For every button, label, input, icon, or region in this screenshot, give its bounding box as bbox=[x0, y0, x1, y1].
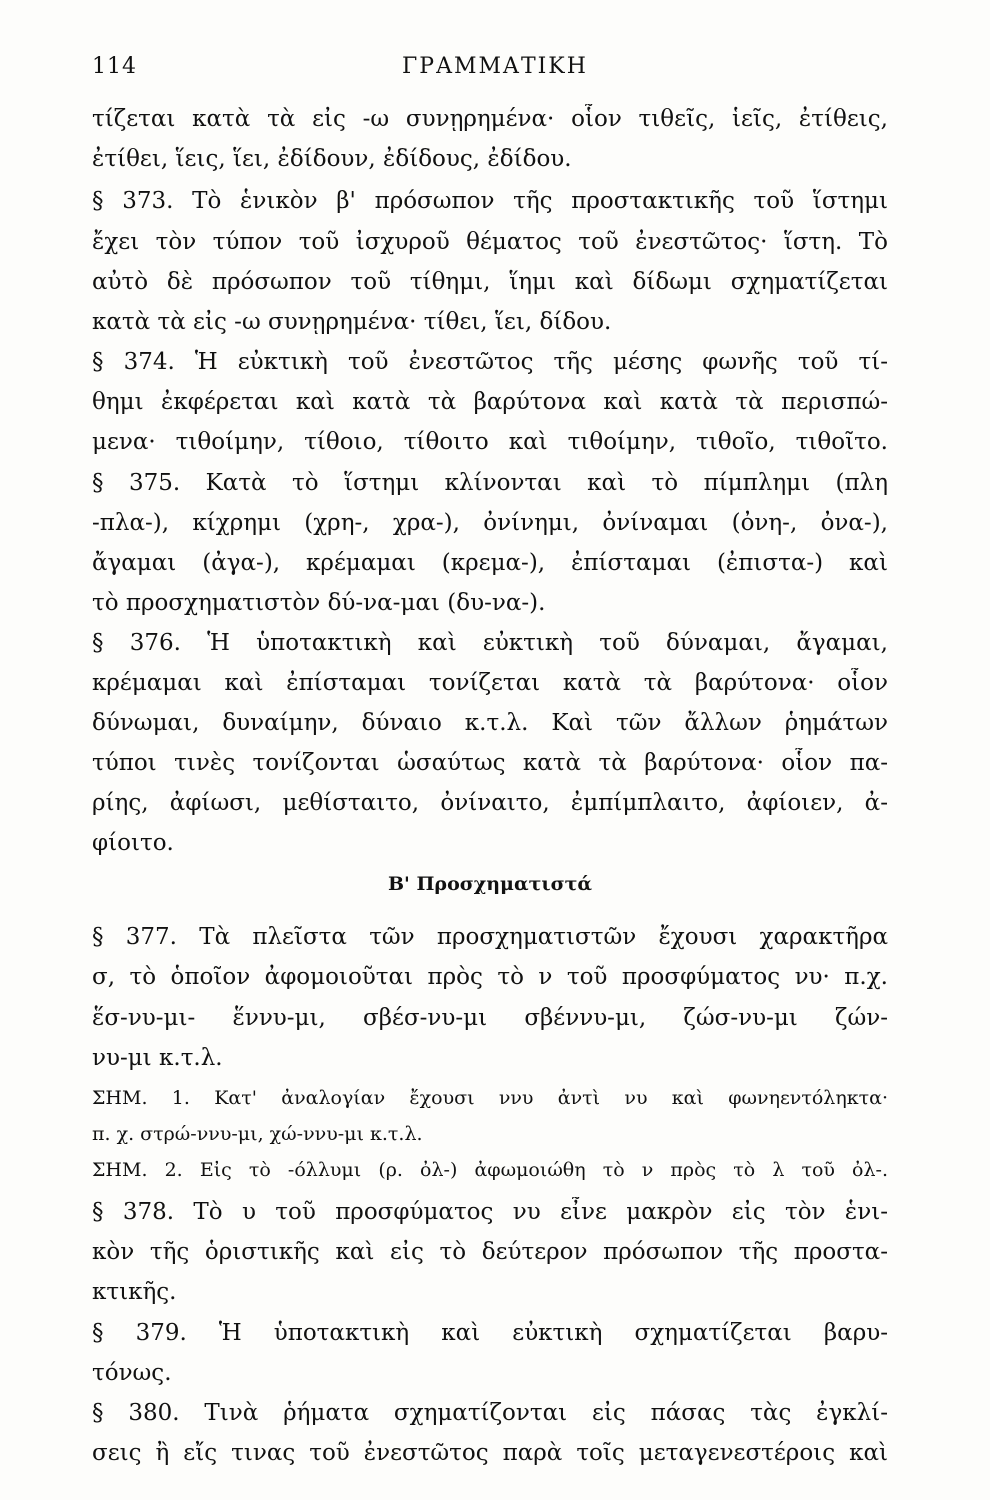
text-line: κρέμαμαι καὶ ἐπίσταμαι τονίζεται κατὰ τὰ βαρύτονα· οἷον bbox=[92, 670, 888, 696]
text-line: § 378. Τὸ υ τοῦ προσφύματος νυ εἶνε μακρὸν εἰς τὸν ἑνι- bbox=[92, 1199, 888, 1225]
text-line: νυ-μι κ.τ.λ. bbox=[92, 1045, 223, 1071]
page-number: 114 bbox=[92, 54, 137, 79]
note-line: π. χ. στρώ-ννυ-μι, χώ-ννυ-μι κ.τ.λ. bbox=[92, 1123, 423, 1145]
text-line: δύνωμαι, δυναίμην, δύναιο κ.τ.λ. Καὶ τῶν ἄλλων ῥημάτων bbox=[92, 710, 888, 736]
text-line: ἄγαμαι (ἀγα-), κρέμαμαι (κρεμα-), ἐπίσταμαι (ἐπιστα-) καὶ bbox=[92, 550, 888, 576]
text-line: ἐτίθει, ἵεις, ἵει, ἐδίδουν, ἐδίδους, ἐδίδου. bbox=[92, 146, 572, 172]
text-line: τύποι τινὲς τονίζονται ὡσαύτως κατὰ τὰ βαρύτονα· οἷον πα- bbox=[92, 750, 888, 776]
text-line: τόνως. bbox=[92, 1360, 172, 1386]
text-line: κατὰ τὰ εἰς -ω συνῃρημένα· τίθει, ἵει, δίδου. bbox=[92, 309, 612, 335]
text-line: κτικῆς. bbox=[92, 1279, 177, 1305]
section-heading: Β' Προσχηματιστά bbox=[388, 873, 592, 895]
text-line: § 375. Κατὰ τὸ ἵστημι κλίνονται καὶ τὸ πίμπλημι (πλη bbox=[92, 470, 888, 496]
text-line: τίζεται κατὰ τὰ εἰς -ω συνῃρημένα· οἷον τιθεῖς, ἱεῖς, ἐτίθεις, bbox=[92, 106, 888, 132]
text-line: § 376. Ἡ ὑποτακτικὴ καὶ εὐκτικὴ τοῦ δύναμαι, ἄγαμαι, bbox=[92, 630, 888, 656]
text-line: -πλα-), κίχρημι (χρη-, χρα-), ὀνίνημι, ὀνίναμαι (ὀνη-, ὀνα-), bbox=[92, 510, 888, 536]
text-line: σ, τὸ ὁποῖον ἀφομοιοῦται πρὸς τὸ ν τοῦ προσφύματος νυ· π.χ. bbox=[92, 964, 888, 990]
running-title: ΓΡΑΜΜΑΤΙΚΗ bbox=[402, 54, 588, 79]
text-line: αὐτὸ δὲ πρόσωπον τοῦ τίθημι, ἵημι καὶ δίδωμι σχηματίζεται bbox=[92, 269, 888, 295]
text-line: θημι ἐκφέρεται καὶ κατὰ τὰ βαρύτονα καὶ κατὰ τὰ περισπώ- bbox=[92, 389, 888, 415]
text-line: τὸ προσχηματιστὸν δύ-να-μαι (δυ-να-). bbox=[92, 590, 546, 616]
text-line: § 380. Τινὰ ῥήματα σχηματίζονται εἰς πάσας τὰς ἐγκλί- bbox=[92, 1400, 888, 1426]
page-header bbox=[0, 54, 990, 94]
text-line: ἕσ-νυ-μι- ἕννυ-μι, σβέσ-νυ-μι σβέννυ-μι, ζώσ-νυ-μι ζών- bbox=[92, 1005, 888, 1031]
note-line: ΣΗΜ. 2. Εἰς τὸ -όλλυμι (ρ. ὀλ-) ἀφωμοιώθη τὸ ν πρὸς τὸ λ τοῦ ὀλ-. bbox=[92, 1159, 888, 1181]
note-line: ΣΗΜ. 1. Κατ' ἀναλογίαν ἔχουσι ννυ ἀντὶ νυ καὶ φωνηεντόληκτα· bbox=[92, 1087, 888, 1109]
text-line: σεις ἢ εἴς τινας τοῦ ἐνεστῶτος παρὰ τοῖς μεταγενεστέροις καὶ bbox=[92, 1440, 888, 1466]
text-line: μενα· τιθοίμην, τίθοιο, τίθοιτο καὶ τιθοίμην, τιθοῖο, τιθοῖτο. bbox=[92, 429, 888, 455]
text-line: § 379. Ἡ ὑποτακτικὴ καὶ εὐκτικὴ σχηματίζεται βαρυ- bbox=[92, 1320, 888, 1346]
text-line: ἔχει τὸν τύπον τοῦ ἰσχυροῦ θέματος τοῦ ἐνεστῶτος· ἵστη. Τὸ bbox=[92, 229, 888, 255]
text-line: § 374. Ἡ εὐκτικὴ τοῦ ἐνεστῶτος τῆς μέσης φωνῆς τοῦ τί- bbox=[92, 349, 888, 375]
text-line: ρίης, ἀφίωσι, μεθίσταιτο, ὀνίναιτο, ἐμπίμπλαιτο, ἀφίοιεν, ἀ- bbox=[92, 790, 888, 816]
text-line: § 377. Τὰ πλεῖστα τῶν προσχηματιστῶν ἔχουσι χαρακτῆρα bbox=[92, 924, 888, 950]
text-line: κὸν τῆς ὁριστικῆς καὶ εἰς τὸ δεύτερον πρόσωπον τῆς προστα- bbox=[92, 1239, 888, 1265]
text-line: § 373. Τὸ ἑνικὸν β' πρόσωπον τῆς προστακτικῆς τοῦ ἵστημι bbox=[92, 188, 888, 214]
text-line: φίοιτο. bbox=[92, 830, 174, 856]
